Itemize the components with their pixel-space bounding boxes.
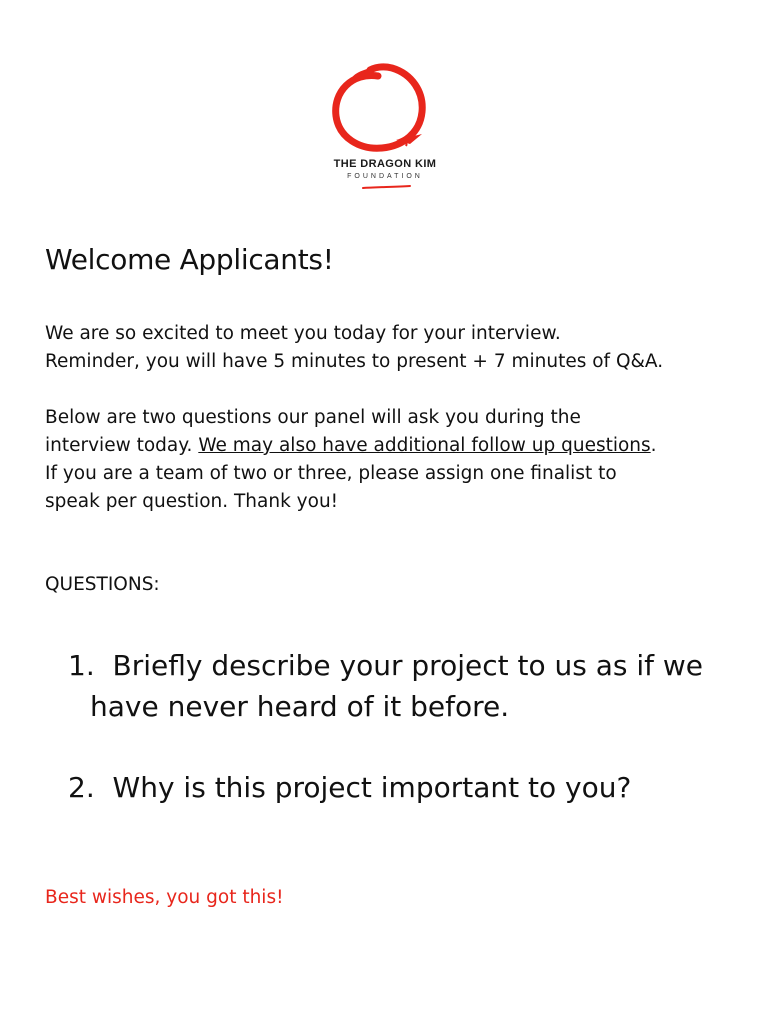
instructions-paragraph (45, 404, 735, 516)
dragon-icon (396, 124, 422, 144)
instructions-line: speak per question. Thank you! (45, 491, 339, 512)
instructions-text: . (650, 435, 657, 456)
intro-paragraph (45, 320, 735, 376)
question-number: 2. (68, 771, 95, 804)
instructions-line: Below are two questions our panel will ask you during the (45, 407, 581, 428)
page-title: Welcome Applicants! (45, 243, 334, 276)
question-text: Briefly describe your project to us as if we (112, 649, 704, 682)
intro-line: Reminder, you will have 5 minutes to present + 7 minutes of Q&A. (45, 351, 664, 372)
question-line: have never heard of it before. (90, 690, 510, 723)
logo-name: THE DRAGON KIM (333, 158, 437, 170)
enso-circle-icon (300, 40, 470, 210)
question-number: 1. (68, 649, 95, 682)
follow-up-note: We may also have additional follow up questions (198, 435, 651, 456)
closing-message: Best wishes, you got this! (45, 887, 284, 908)
instructions-line (45, 432, 735, 460)
question-line (68, 645, 748, 686)
question-item (68, 767, 748, 808)
instructions-text: interview today. (45, 435, 199, 456)
logo-subname: FOUNDATION (347, 173, 423, 180)
intro-line: We are so excited to meet you today for your interview. (45, 323, 561, 344)
question-text: Why is this project important to you? (112, 771, 632, 804)
questions-label: QUESTIONS: (45, 574, 160, 595)
question-line (68, 767, 748, 808)
instructions-line: If you are a team of two or three, please assign one finalist to (45, 463, 617, 484)
question-item (68, 645, 748, 727)
foundation-logo (300, 40, 470, 210)
